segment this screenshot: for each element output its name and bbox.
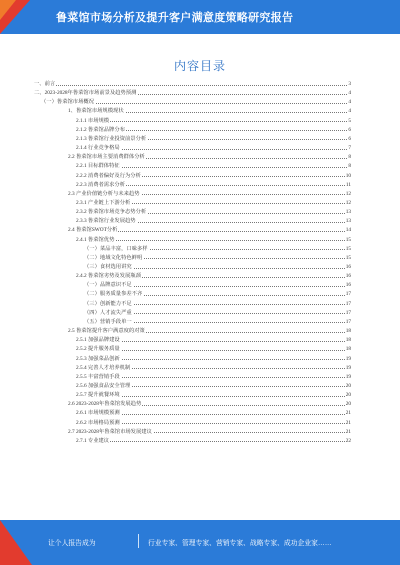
toc-entry[interactable] [0,144,351,153]
toc-entry-page: 18 [345,337,351,344]
toc-leader-dots [76,121,351,122]
toc-entry[interactable] [0,245,351,254]
toc-entry-page: 15 [345,254,351,261]
toc-entry[interactable] [0,391,351,400]
footer-red-triangle [0,520,32,565]
toc-entry-label: 2.1.3 鲁菜馆行业投资前景分析 [76,135,147,142]
toc-entry-page: 17 [345,318,351,325]
toc-entry-label: 2.7 2023-2028年鲁菜馆市场发展建议 [68,428,152,435]
toc-entry-label: 2.1.4 行业竞争格局 [76,145,120,152]
toc-entry-label: 2.5.7 提升就餐环境 [76,392,120,399]
toc-entry-label: （二）地域文化特色鲜明 [84,254,143,261]
toc-entry-page: 13 [345,218,351,225]
toc-entry-label: （二）服务质量参差不齐 [84,291,143,298]
toc-entry-page: 11 [345,181,351,188]
toc-entry[interactable] [0,336,351,345]
toc-entry[interactable] [0,80,351,89]
toc-entry-page: 6 [348,126,351,133]
toc-entry-page: 12 [345,190,351,197]
toc-leader-dots [34,85,351,86]
toc-entry-page: 3 [348,81,351,87]
toc-entry-page: 20 [345,401,351,408]
toc-entry[interactable] [0,98,351,107]
toc-entry-label: 2.5.5 丰富营销手段 [76,373,120,380]
toc-entry[interactable] [0,153,351,162]
toc-leader-dots [76,441,351,442]
toc-entry[interactable] [0,327,351,336]
toc-entry[interactable] [0,181,351,190]
toc-entry-label: 2.5 鲁菜馆提升客户满意度的对策 [68,328,145,335]
toc-entry[interactable] [0,162,351,171]
toc-entry-page: 17 [345,309,351,316]
toc-entry[interactable] [0,318,351,327]
toc-entry[interactable] [0,208,351,217]
toc-entry-label: 2.5.3 加强菜品创新 [76,355,120,362]
toc-entry-page: 10 [345,172,351,179]
toc-entry[interactable] [0,400,351,409]
toc-entry-page: 18 [345,346,351,353]
toc-entry-page: 5 [348,117,351,124]
toc-entry-label: 2.5.1 加强品牌建设 [76,337,120,344]
toc-entry-label: 2.5.6 加强食品安全管理 [76,382,131,389]
toc-entry-label: 1、鲁菜馆市场规模现状 [68,108,124,115]
toc-entry[interactable] [0,107,351,116]
toc-entry-page: 8 [348,163,351,170]
toc-entry-page: 7 [348,145,351,152]
toc-entry-label: 2.2 鲁菜馆市场主要消费群体分析 [68,154,145,161]
toc-entry[interactable] [0,345,351,354]
toc-entry[interactable] [0,355,351,364]
toc-entry[interactable] [0,364,351,373]
toc-entry-label: （四）人才流失严重 [84,309,132,316]
toc-entry-label: 2.6 2023-2028年鲁菜馆发展趋势 [68,401,142,408]
toc-entry-label: （一）鲁菜馆市场概况 [41,99,94,106]
footer-divider [138,534,139,548]
toc-entry-label: 2.3.2 鲁菜馆市场竞争态势分析 [76,209,147,216]
toc-entry-page: 4 [348,90,351,97]
toc-entry-label: 2.3 产业价值链分析与未来趋势 [68,190,140,197]
toc-entry-page: 14 [345,227,351,234]
toc-entry-page: 6 [348,135,351,142]
toc-entry[interactable] [0,300,351,309]
toc-entry[interactable] [0,281,351,290]
toc-entry[interactable] [0,437,351,446]
header-orange-triangle [0,0,16,20]
toc-entry-page: 21 [345,428,351,435]
toc-entry-page: 20 [345,392,351,399]
toc-entry-label: 2.4.1 鲁菜馆优势 [76,236,115,243]
toc-entry[interactable] [0,419,351,428]
toc-entry[interactable] [0,199,351,208]
toc-leader-dots [76,240,351,241]
toc-entry[interactable] [0,172,351,181]
toc-entry[interactable] [0,126,351,135]
toc-entry[interactable] [0,263,351,272]
toc-entry-label: （三）食材选用讲究 [84,264,132,270]
toc-entry[interactable] [0,236,351,245]
toc-entry-page: 8 [348,154,351,161]
toc-entry-page: 13 [345,209,351,216]
toc-entry-page: 21 [345,419,351,426]
report-title: 鲁菜馆市场分析及提升客户满意度策略研究报告 [56,12,294,24]
toc-entry-label: （一）品牌意识不足 [84,282,132,289]
toc-entry[interactable] [0,117,351,126]
toc-entry-label: 2.1.2 鲁菜馆品牌分布 [76,126,125,133]
toc-entry-label: 2.5.2 提升服务质量 [76,346,120,353]
toc-entry-label: （五）营销手段单一 [84,318,132,325]
page-header [0,0,400,34]
toc-entry-page: 17 [345,291,351,298]
toc-entry-label: 二、2023-2028年鲁菜馆市场前景及趋势预测 [34,90,137,97]
toc-entry-page: 19 [345,373,351,380]
toc-entry-label: 2.4 鲁菜馆SWOT分析 [68,227,118,234]
toc-entry[interactable] [0,409,351,418]
toc-entry-label: 一、前言 [34,81,56,87]
toc-entry-label: 2.2.1 目标群体特征 [76,163,120,170]
toc-entry-page: 16 [345,264,351,270]
toc-entry[interactable] [0,428,351,437]
toc-entry[interactable] [0,382,351,391]
toc-entry[interactable] [0,373,351,382]
toc-entry-label: 2.3.1 产业链上下游分析 [76,199,131,206]
toc-entry[interactable] [0,290,351,299]
toc-entry-label: 2.6.2 市场格局预测 [76,419,120,426]
toc-entry-label: 2.5.4 完善人才培养机制 [76,364,131,371]
toc-entry-page: 15 [345,245,351,252]
toc-entry-page: 21 [345,410,351,417]
toc-entry-page: 17 [345,300,351,307]
toc-entry[interactable] [0,272,351,281]
toc-entry-page: 20 [345,382,351,389]
toc-entry-label: 2.1.1 市场规模 [76,117,110,124]
toc-entry-label: 2.2.3 消费者需求分析 [76,181,125,188]
toc-entry-page: 19 [345,355,351,362]
toc-entry-page: 4 [348,108,351,115]
toc-entry-label: 2.6.1 市场规模预测 [76,410,120,417]
toc-entry-page: 18 [345,328,351,335]
toc-entry[interactable] [0,135,351,144]
toc-entry-label: （三）创新能力不足 [84,300,132,307]
toc-entry[interactable] [0,89,351,98]
toc-entry[interactable] [0,309,351,318]
toc-entry[interactable] [0,217,351,226]
page-footer [0,520,400,565]
toc-entry-label: 2.4.2 鲁菜馆劣势及发展瓶颈 [76,273,141,280]
toc-entry[interactable] [0,190,351,199]
footer-slogan-left: 让个人报告成为 [48,540,96,547]
toc-entry[interactable] [0,226,351,235]
toc-entry-page: 19 [345,364,351,371]
toc-entry-page: 15 [345,236,351,243]
toc-heading: 内容目录 [173,59,226,73]
toc-entry-label: 2.3.3 鲁菜馆行业发展趋势 [76,218,136,225]
toc-entry-label: 2.2.2 消费者偏好及行为分析 [76,172,141,179]
toc-entry[interactable] [0,254,351,263]
toc-entry-page: 16 [345,282,351,289]
toc-entry-page: 16 [345,273,351,280]
footer-slogan-right: 行业专家、管理专家、营销专家、战略专家、成功企业家…… [148,540,332,547]
toc-entry-label: （一）菜品丰富，口味多样 [84,245,148,252]
toc-entry-label: 2.7.1 专业建议 [76,437,110,444]
toc-entry-page: 22 [345,437,351,444]
toc-entry-page: 4 [348,99,351,106]
toc-entry-page: 12 [345,199,351,206]
